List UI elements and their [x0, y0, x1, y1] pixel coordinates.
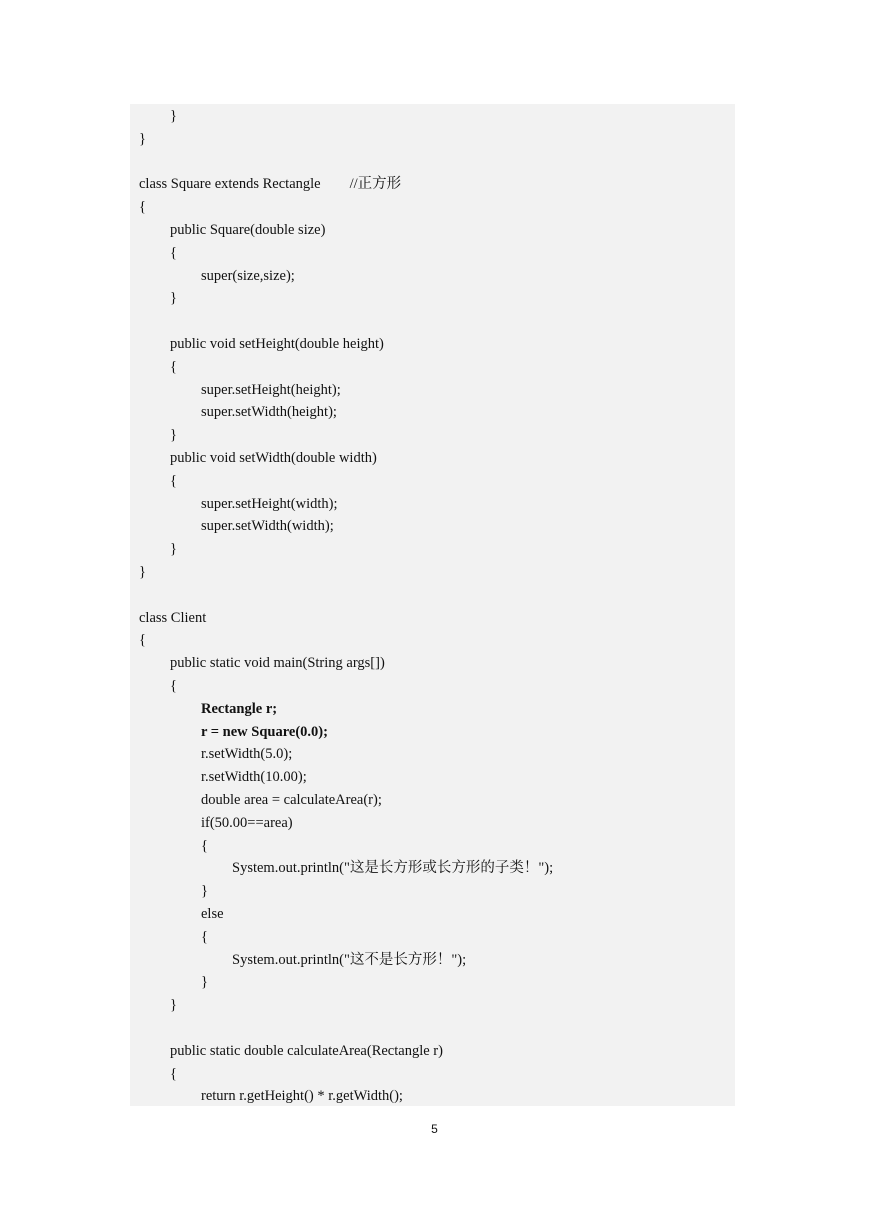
code-line: {: [170, 472, 177, 489]
code-line: public static void main(String args[]): [170, 655, 385, 672]
code-line: {: [170, 678, 177, 694]
code-line: }: [201, 974, 208, 991]
code-line: class Square extends Rectangle //正方形: [139, 176, 402, 193]
code-line: }: [170, 541, 177, 558]
code-line: super(size,size);: [201, 267, 295, 284]
code-line: super.setWidth(width);: [201, 518, 334, 535]
code-line: {: [201, 928, 208, 945]
code-line: super.setHeight(width);: [201, 495, 338, 512]
code-line: {: [201, 837, 208, 854]
code-line: }: [139, 564, 146, 580]
code-line: {: [170, 1065, 177, 1082]
code-line: {: [139, 632, 146, 649]
code-line: public Square(double size): [170, 222, 326, 238]
code-line: double area = calculateArea(r);: [201, 792, 382, 808]
code-line: }: [201, 883, 208, 900]
code-line: Rectangle r;: [201, 700, 278, 717]
code-line: {: [139, 199, 146, 216]
code-line: if(50.00==area): [201, 814, 293, 831]
code-line: }: [170, 997, 177, 1014]
code-line: public static double calculateArea(Rectangle r): [170, 1042, 443, 1059]
code-line: }: [170, 290, 177, 307]
code-line: }: [139, 130, 146, 147]
code-line: }: [170, 108, 177, 124]
code-block: [130, 104, 735, 1106]
code-line: r = new Square(0.0);: [201, 723, 328, 740]
code-line: super.setHeight(height);: [201, 381, 341, 398]
code-line: }: [170, 427, 177, 444]
code-line: System.out.println("这不是长方形！");: [232, 951, 467, 968]
code-line: else: [201, 906, 224, 922]
code-line: class Client: [139, 609, 207, 626]
code-line: System.out.println("这是长方形或长方形的子类！");: [232, 860, 554, 877]
code-line: {: [170, 358, 177, 375]
code-line: super.setWidth(height);: [201, 404, 337, 421]
code-line: {: [170, 244, 177, 261]
code-line: r.setWidth(5.0);: [201, 746, 293, 763]
code-line: r.setWidth(10.00);: [201, 769, 307, 786]
page-number: 5: [431, 1122, 438, 1136]
code-line: public void setHeight(double height): [170, 336, 384, 352]
code-line: public void setWidth(double width): [170, 450, 377, 466]
code-line: return r.getHeight() * r.getWidth();: [201, 1088, 403, 1105]
